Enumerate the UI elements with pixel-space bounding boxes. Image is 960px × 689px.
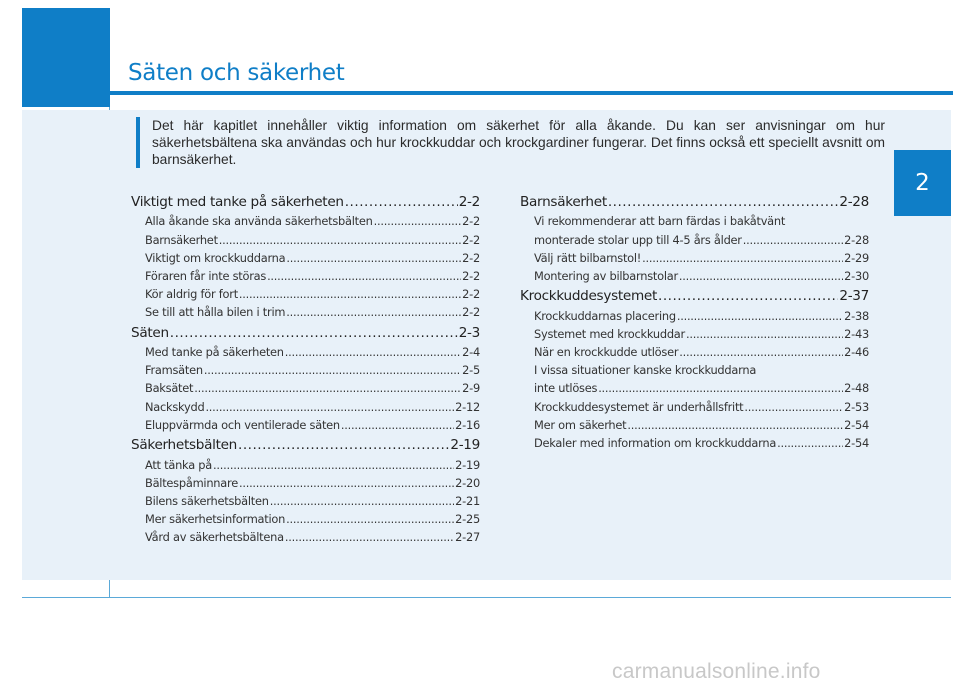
toc-item-wrap-first[interactable]: I vissa situationer kanske krockkuddarna [534, 363, 757, 378]
toc-item[interactable]: Föraren får inte störas ..... 2-2 [131, 267, 480, 285]
toc-item[interactable]: Baksätet ..... 2-9 [131, 380, 480, 398]
toc-section-viktigt[interactable]: Viktigt med tanke på säkerheten ..... 2-2 [131, 193, 480, 213]
toc-item[interactable]: Alla åkande ska använda säkerhetsbälten ..... 2-2 [131, 213, 480, 231]
toc-item[interactable]: Krockkuddesystemet är underhållsfritt ..... 2-53 [520, 398, 869, 416]
bottom-divider [22, 597, 951, 598]
toc-item[interactable]: monterade stolar upp till 4-5 års ålder ..... 2-28 [520, 231, 869, 249]
toc-item-wrap-first[interactable]: Vi rekommenderar att barn färdas i bakåtvänt [534, 214, 786, 229]
toc-item[interactable]: Att tänka på ..... 2-19 [131, 456, 480, 474]
toc-item[interactable]: Barnsäkerhet ..... 2-2 [131, 231, 480, 249]
toc-section-saten[interactable]: Säten ..... 2-3 [131, 324, 480, 344]
chapter-color-block [22, 8, 110, 107]
toc-item[interactable]: Viktigt om krockkuddarna ..... 2-2 [131, 249, 480, 267]
toc-item[interactable]: När en krockkudde utlöser ..... 2-46 [520, 343, 869, 361]
toc-item[interactable]: Krockkuddarnas placering ..... 2-38 [520, 307, 869, 325]
toc-item[interactable]: Vård av säkerhetsbältena ..... 2-27 [131, 528, 480, 546]
toc-item[interactable]: Framsäten ..... 2-5 [131, 361, 480, 379]
intro-box [136, 117, 885, 168]
toc-item[interactable]: Bilens säkerhetsbälten ..... 2-21 [131, 492, 480, 510]
toc-item[interactable]: Dekaler med information om krockkuddarna ..... 2-54 [520, 434, 869, 452]
page-title: Säten och säkerhet [128, 60, 345, 86]
toc-section-barnsakerhet[interactable]: Barnsäkerhet ..... 2-28 [520, 193, 869, 213]
toc-item[interactable]: Bältespåminnare ..... 2-20 [131, 474, 480, 492]
intro-text: Det här kapitlet innehåller viktig information om säkerhet för alla åkande. Du kan ser anvisningar om hur säkerhetsbältena ska användas och hur krockkuddar och krockgardiner fungerar. Det finns också ett speciellt avsnitt om barnsäkerhet. [152, 118, 885, 167]
toc-item[interactable]: Välj rätt bilbarnstol! ..... 2-29 [520, 249, 869, 267]
chapter-tab[interactable]: 2 [894, 150, 951, 216]
title-underline [110, 91, 953, 95]
toc-left-column [131, 193, 480, 547]
toc-item[interactable]: Mer om säkerhet ..... 2-54 [520, 416, 869, 434]
toc-item[interactable]: Nackskydd ..... 2-12 [131, 398, 480, 416]
toc-item[interactable]: Montering av bilbarnstolar ..... 2-30 [520, 267, 869, 285]
toc-section-sakerhetsbalten[interactable]: Säkerhetsbälten ..... 2-19 [131, 436, 480, 456]
toc-item[interactable]: Systemet med krockkuddar ..... 2-43 [520, 325, 869, 343]
toc-section-krockkuddesystemet[interactable]: Krockkuddesystemet ..... 2-37 [520, 287, 869, 307]
toc-item[interactable]: Kör aldrig för fort ..... 2-2 [131, 285, 480, 303]
toc-item[interactable]: Mer säkerhetsinformation ..... 2-25 [131, 510, 480, 528]
watermark-text: carmanualsonline.info [612, 660, 821, 683]
toc-item[interactable]: Med tanke på säkerheten ..... 2-4 [131, 343, 480, 361]
toc-item[interactable]: Eluppvärmda och ventilerade säten ..... 2-16 [131, 416, 480, 434]
toc-right-column [520, 193, 869, 452]
toc-item[interactable]: Se till att hålla bilen i trim ..... 2-2 [131, 303, 480, 321]
toc-item[interactable]: inte utlöses ..... 2-48 [520, 380, 869, 398]
